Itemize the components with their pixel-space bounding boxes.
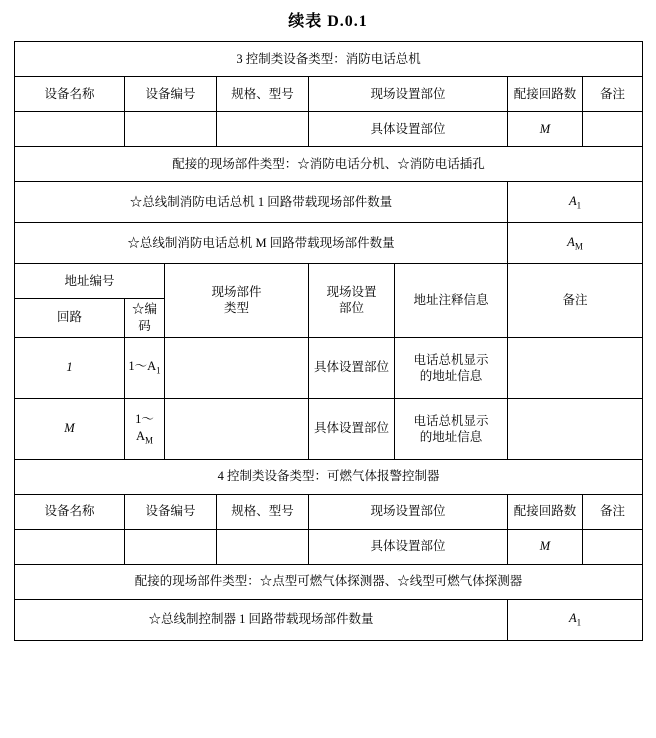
table-row xyxy=(15,182,643,223)
cell-address-info-line2: 的地址信息 xyxy=(419,429,483,444)
section4-heading: 4 控制类设备类型：可燃气体报警控制器 xyxy=(15,459,643,494)
cell-code-subscript: 1 xyxy=(156,365,161,376)
table-container xyxy=(14,41,642,641)
cell-site-position: 具体设置部位 xyxy=(309,112,508,147)
page-title: 续表 D.0.1 xyxy=(288,13,368,30)
cell-address-info xyxy=(395,337,508,398)
cell-code-range: 1～A xyxy=(128,359,157,374)
col-device-name: 设备名称 xyxy=(15,494,125,529)
col-device-name: 设备名称 xyxy=(15,77,125,112)
table-row xyxy=(15,599,643,640)
cell-address-info xyxy=(395,398,508,459)
section4-component-types: 配接的现场部件类型：☆点型可燃气体探测器、☆线型可燃气体探测器 xyxy=(15,564,643,599)
value-symbol: A xyxy=(568,611,577,626)
section3-component-types: 配接的现场部件类型：☆消防电话分机、☆消防电话插孔 xyxy=(15,147,643,182)
col-loop-count: 配接回路数 xyxy=(508,77,583,112)
section3-heading: 3 控制类设备类型：消防电话总机 xyxy=(15,42,643,77)
table-row xyxy=(15,529,643,564)
cell-code-range: 1～A xyxy=(135,411,154,443)
table-row xyxy=(15,223,643,264)
col-device-number: 设备编号 xyxy=(125,77,217,112)
col-address-code: 地址编号 xyxy=(15,264,165,299)
section4-bus-row-1-value xyxy=(508,599,643,640)
value-symbol: A xyxy=(567,234,575,249)
col-device-number: 设备编号 xyxy=(125,494,217,529)
cell-remark xyxy=(583,112,643,147)
cell-device-number xyxy=(125,112,217,147)
cell-device-name xyxy=(15,112,125,147)
col-loop-count: 配接回路数 xyxy=(508,494,583,529)
col-remark: 备注 xyxy=(583,77,643,112)
col-loop: 回路 xyxy=(15,299,125,338)
cell-spec-model xyxy=(217,529,309,564)
section4-bus-row-1-label: ☆总线制控制器 1 回路带载现场部件数量 xyxy=(15,599,508,640)
cell-code xyxy=(125,337,165,398)
cell-loop: M xyxy=(15,398,125,459)
value-subscript: M xyxy=(574,241,583,252)
col-component-type-line2: 类型 xyxy=(223,301,249,316)
col-remark: 备注 xyxy=(583,494,643,529)
cell-address-info-line1: 电话总机显示 xyxy=(413,413,489,428)
table-row xyxy=(15,459,643,494)
table-header-row xyxy=(15,77,643,112)
section3-bus-row-2-value xyxy=(508,223,643,264)
value-subscript: 1 xyxy=(576,617,582,628)
col-detail-site-position-line1: 现场设置 xyxy=(326,285,377,300)
table-row xyxy=(15,337,643,398)
table-header-row xyxy=(15,264,643,299)
cell-site-position: 具体设置部位 xyxy=(309,529,508,564)
col-site-position: 现场设置部位 xyxy=(309,77,508,112)
col-address-info: 地址注释信息 xyxy=(395,264,508,338)
table-row xyxy=(15,564,643,599)
col-detail-site-position-line2: 部位 xyxy=(338,301,364,316)
section3-bus-row-1-label: ☆总线制消防电话总机 1 回路带载现场部件数量 xyxy=(15,182,508,223)
col-spec-model: 规格、型号 xyxy=(217,494,309,529)
table-row xyxy=(15,42,643,77)
cell-device-number xyxy=(125,529,217,564)
col-detail-site-position xyxy=(309,264,395,338)
col-detail-remark: 备注 xyxy=(508,264,643,338)
cell-loop: 1 xyxy=(15,337,125,398)
cell-code-subscript: M xyxy=(145,435,154,446)
cell-address-info-line2: 的地址信息 xyxy=(419,368,483,383)
col-component-type-line1: 现场部件 xyxy=(211,285,262,300)
table-row xyxy=(15,147,643,182)
cell-component-type xyxy=(165,398,309,459)
value-symbol: A xyxy=(568,193,577,208)
cell-loop-count: M xyxy=(508,112,583,147)
cell-code xyxy=(125,398,165,459)
cell-loop-count: M xyxy=(508,529,583,564)
col-site-position: 现场设置部位 xyxy=(309,494,508,529)
col-component-type xyxy=(165,264,309,338)
cell-spec-model xyxy=(217,112,309,147)
cell-address-info-line1: 电话总机显示 xyxy=(413,352,489,367)
table-header-row xyxy=(15,494,643,529)
col-code: ☆编码 xyxy=(125,299,165,338)
cell-detail-remark xyxy=(508,337,643,398)
section3-bus-row-2-label: ☆总线制消防电话总机 M 回路带载现场部件数量 xyxy=(15,223,508,264)
cell-detail-site-position: 具体设置部位 xyxy=(309,337,395,398)
col-spec-model: 规格、型号 xyxy=(217,77,309,112)
cell-remark xyxy=(583,529,643,564)
cell-component-type xyxy=(165,337,309,398)
table-row xyxy=(15,398,643,459)
continued-table-d01 xyxy=(14,41,643,641)
cell-device-name xyxy=(15,529,125,564)
cell-detail-site-position: 具体设置部位 xyxy=(309,398,395,459)
section3-bus-row-1-value xyxy=(508,182,643,223)
table-row xyxy=(15,112,643,147)
cell-detail-remark xyxy=(508,398,643,459)
value-subscript: 1 xyxy=(576,200,582,211)
